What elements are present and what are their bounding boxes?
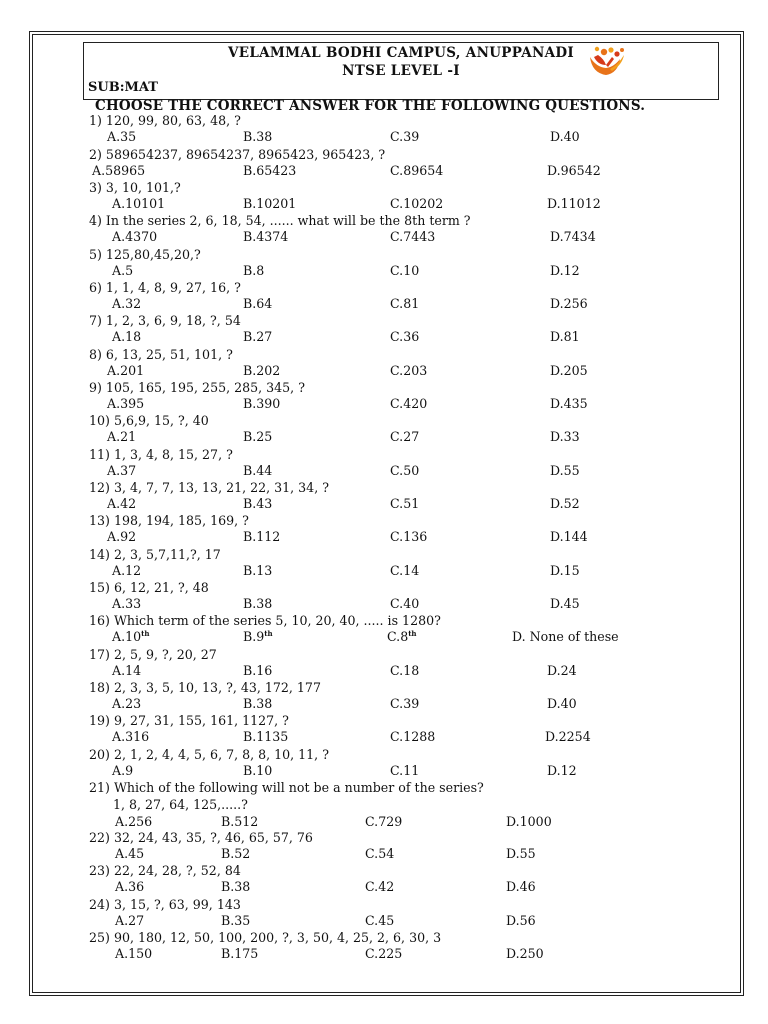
option-a [115,846,144,861]
option-b-label: B.9 [243,629,265,645]
option-d-label: D.205 [550,363,588,378]
option-b [221,846,250,861]
option-c-label: C.89654 [390,163,444,178]
option-b-label: B.8 [243,263,265,278]
option-a-label: A.32 [112,296,142,311]
option-d [550,529,588,544]
option-c [390,196,443,211]
option-b [243,563,272,578]
option-a [112,596,141,611]
option-d [550,229,596,244]
option-c [387,629,417,644]
question-text: 1) 120, 99, 80, 63, 48, ? [89,113,241,128]
option-b-label: B.64 [243,296,273,311]
option-a [112,196,165,211]
option-c-label: C.39 [390,129,420,144]
option-c-label: C.36 [390,329,420,344]
option-c-label: C.42 [365,879,395,894]
option-c [390,696,419,711]
option-d-label: D.81 [550,329,580,344]
option-a-label: A.14 [112,663,142,678]
option-d-label: D.2254 [545,729,591,744]
option-b-label: B.35 [221,913,251,928]
question-text: 16) Which term of the series 5, 10, 20, 40, ..... is 1280? [89,613,441,628]
option-b-label: B.175 [221,946,259,961]
option-b [243,496,272,511]
question-text: 8) 6, 13, 25, 51, 101, ? [89,347,233,362]
option-c [390,496,419,511]
option-c-label: C.51 [390,496,420,511]
option-b-label: B.44 [243,463,273,478]
option-d-label: D.55 [506,846,536,861]
option-b [243,263,264,278]
option-a-ordinal-suffix: th [141,629,150,638]
option-b-label: B.27 [243,329,273,344]
option-d-label: D.435 [550,396,588,411]
question-text: 7) 1, 2, 3, 6, 9, 18, ?, 54 [89,313,241,328]
option-b [243,629,273,644]
option-c [390,529,427,544]
option-c-label: C.8 [387,629,409,645]
question-text: 10) 5,6,9, 15, ?, 40 [89,413,209,428]
option-c [365,814,402,829]
option-d [506,946,544,961]
option-b [243,196,296,211]
question-text: 19) 9, 27, 31, 155, 161, 1127, ? [89,713,289,728]
option-d [506,913,536,928]
option-b [243,396,280,411]
option-a [112,729,149,744]
question-text: 20) 2, 1, 2, 4, 4, 5, 6, 7, 8, 8, 10, 11, ? [89,747,329,762]
question-text: 9) 105, 165, 195, 255, 285, 345, ? [89,380,305,395]
option-d-label: D.55 [550,463,580,478]
option-c [390,596,419,611]
question-text: 11) 1, 3, 4, 8, 15, 27, ? [89,447,233,462]
option-a-label: A.395 [107,396,145,411]
option-b [221,879,250,894]
question-text-continued: 1, 8, 27, 64, 125,.....? [113,797,248,812]
option-d [550,263,580,278]
option-d [506,846,536,861]
option-b-label: B.10201 [243,196,297,211]
option-d-label: D.56 [506,913,536,928]
option-d [550,563,580,578]
option-a [107,129,136,144]
option-c-label: C.136 [390,529,428,544]
question-text: 13) 198, 194, 185, 169, ? [89,513,249,528]
option-d-label: D.52 [550,496,580,511]
option-b-label: B.512 [221,814,259,829]
school-logo-icon [584,43,628,81]
option-b-label: B.52 [221,846,251,861]
option-b-label: B.4374 [243,229,289,244]
option-a [107,396,144,411]
option-b-label: B.43 [243,496,273,511]
option-c-label: C.39 [390,696,420,711]
option-a-label: A.10101 [112,196,166,211]
option-d-label: D.144 [550,529,588,544]
option-b [243,363,280,378]
option-d-label: D.33 [550,429,580,444]
option-c-label: C.50 [390,463,420,478]
school-name: VELAMMAL BODHI CAMPUS, ANUPPANADI [227,45,575,61]
option-c [390,329,419,344]
question-text: 18) 2, 3, 3, 5, 10, 13, ?, 43, 172, 177 [89,680,321,695]
option-a [112,696,141,711]
question-text: 12) 3, 4, 7, 7, 13, 13, 21, 22, 31, 34, ? [89,480,329,495]
option-d [550,129,580,144]
option-c [390,729,435,744]
option-d [547,663,577,678]
option-d-label: D.15 [550,563,580,578]
option-c-label: C.7443 [390,229,436,244]
option-a [107,363,144,378]
question-text: 15) 6, 12, 21, ?, 48 [89,580,209,595]
option-d-label: D.40 [550,129,580,144]
option-c-label: C.27 [390,429,420,444]
option-c [365,846,394,861]
option-b-label: B.65423 [243,163,297,178]
option-c-label: C.11 [390,763,420,778]
option-a-label: A.256 [115,814,153,829]
option-a-label: A.45 [115,846,145,861]
option-b [243,329,272,344]
option-c [390,763,419,778]
option-d [550,463,580,478]
option-a-label: A.33 [112,596,142,611]
option-b [243,163,296,178]
option-a [112,263,133,278]
option-a-label: A.58965 [92,163,146,178]
option-a [115,814,152,829]
option-d [550,396,588,411]
option-b [221,946,258,961]
option-b-label: B.38 [243,696,273,711]
option-b-label: B.1135 [243,729,289,744]
option-a-label: A.35 [107,129,137,144]
option-d [545,729,591,744]
option-a [112,563,141,578]
option-d [550,596,580,611]
option-c [390,429,419,444]
option-c [390,663,419,678]
option-d [550,496,580,511]
option-b [243,729,288,744]
option-a [115,946,152,961]
option-c [390,163,443,178]
option-a [107,529,136,544]
option-a-label: A.150 [115,946,153,961]
option-a-label: A.10 [112,629,142,645]
option-d-label: D.12 [547,763,577,778]
question-text: 3) 3, 10, 101,? [89,180,181,195]
option-d-label: D.12 [550,263,580,278]
option-a [112,229,157,244]
option-a-label: A.18 [112,329,142,344]
option-b [243,129,272,144]
option-b-label: B.202 [243,363,281,378]
option-d-label: D.250 [506,946,544,961]
header-box [83,42,719,100]
option-d [550,296,588,311]
option-c-label: C.18 [390,663,420,678]
option-a-label: A.316 [112,729,150,744]
option-d [550,429,580,444]
option-a [107,496,136,511]
option-a [112,663,141,678]
option-c-label: C.10202 [390,196,444,211]
option-d-label: D.7434 [550,229,596,244]
option-c [365,946,402,961]
option-c [390,563,419,578]
option-b [243,429,272,444]
option-b-ordinal-suffix: th [264,629,273,638]
option-c [365,913,394,928]
option-b [243,763,272,778]
option-a-label: A.42 [107,496,137,511]
question-text: 23) 22, 24, 28, ?, 52, 84 [89,863,241,878]
option-b [221,814,258,829]
option-b-label: B.13 [243,563,273,578]
option-a-label: A.201 [107,363,145,378]
option-a [112,296,141,311]
option-b [243,596,272,611]
option-d [550,363,588,378]
option-a [115,913,144,928]
option-c-label: C.225 [365,946,403,961]
option-c [390,463,419,478]
question-text: 2) 589654237, 89654237, 8965423, 965423, ? [89,147,386,162]
question-text: 4) In the series 2, 6, 18, 54, ...... what will be the 8th term ? [89,213,471,228]
option-d-label: D.24 [547,663,577,678]
option-a-label: A.37 [107,463,137,478]
option-b [243,463,272,478]
option-a [112,329,141,344]
option-b [243,696,272,711]
option-d [547,696,577,711]
option-c-label: C.203 [390,363,428,378]
option-b-label: B.38 [243,596,273,611]
option-b [221,913,250,928]
option-a-label: A.92 [107,529,137,544]
option-d-label: D.96542 [547,163,601,178]
option-b-label: B.16 [243,663,273,678]
option-d [506,814,552,829]
option-d-label: D. None of these [512,629,619,644]
option-d-label: D.11012 [547,196,601,211]
option-b [243,663,272,678]
option-c-ordinal-suffix: th [408,629,417,638]
option-c-label: C.10 [390,263,420,278]
question-text: 21) Which of the following will not be a number of the series? [89,780,484,795]
option-c-label: C.45 [365,913,395,928]
question-text: 22) 32, 24, 43, 35, ?, 46, 65, 57, 76 [89,830,313,845]
subject-label: SUB:MAT [88,80,158,95]
question-text: 6) 1, 1, 4, 8, 9, 27, 16, ? [89,280,241,295]
option-c [390,363,427,378]
option-d-label: D.45 [550,596,580,611]
option-c-label: C.729 [365,814,403,829]
option-a-label: A.4370 [112,229,158,244]
instruction-heading: CHOOSE THE CORRECT ANSWER FOR THE FOLLOWING QUESTIONS. [95,98,646,114]
option-d [547,163,601,178]
option-c-label: C.81 [390,296,420,311]
option-a [92,163,145,178]
option-c [390,263,419,278]
option-a [112,763,133,778]
option-b [243,529,280,544]
option-a [112,629,149,644]
option-c [365,879,394,894]
option-d [550,329,580,344]
option-a [107,463,136,478]
option-c-label: C.40 [390,596,420,611]
option-d-label: D.256 [550,296,588,311]
option-d [512,629,619,644]
option-a-label: A.5 [112,263,134,278]
option-d [506,879,536,894]
option-c [390,129,419,144]
option-b-label: B.38 [221,879,251,894]
option-c [390,396,427,411]
option-c [390,296,419,311]
option-b-label: B.390 [243,396,281,411]
option-d-label: D.46 [506,879,536,894]
option-c [390,229,435,244]
option-c-label: C.14 [390,563,420,578]
exam-level: NTSE LEVEL -I [342,63,460,79]
option-b-label: B.25 [243,429,273,444]
option-a-label: A.36 [115,879,145,894]
option-b-label: B.38 [243,129,273,144]
option-a [107,429,136,444]
option-a-label: A.27 [115,913,145,928]
option-a-label: A.9 [112,763,134,778]
option-a-label: A.21 [107,429,137,444]
question-text: 5) 125,80,45,20,? [89,247,201,262]
option-a [115,879,144,894]
option-b [243,229,288,244]
option-c-label: C.1288 [390,729,436,744]
option-b-label: B.10 [243,763,273,778]
option-c-label: C.420 [390,396,428,411]
question-text: 17) 2, 5, 9, ?, 20, 27 [89,647,217,662]
question-text: 24) 3, 15, ?, 63, 99, 143 [89,897,241,912]
option-d [547,763,577,778]
option-b-label: B.112 [243,529,281,544]
option-b [243,296,272,311]
option-c-label: C.54 [365,846,395,861]
option-a-label: A.23 [112,696,142,711]
option-d [547,196,601,211]
question-text: 25) 90, 180, 12, 50, 100, 200, ?, 3, 50, 4, 25, 2, 6, 30, 3 [89,930,442,945]
question-text: 14) 2, 3, 5,7,11,?, 17 [89,547,221,562]
option-d-label: D.40 [547,696,577,711]
option-a-label: A.12 [112,563,142,578]
option-d-label: D.1000 [506,814,552,829]
